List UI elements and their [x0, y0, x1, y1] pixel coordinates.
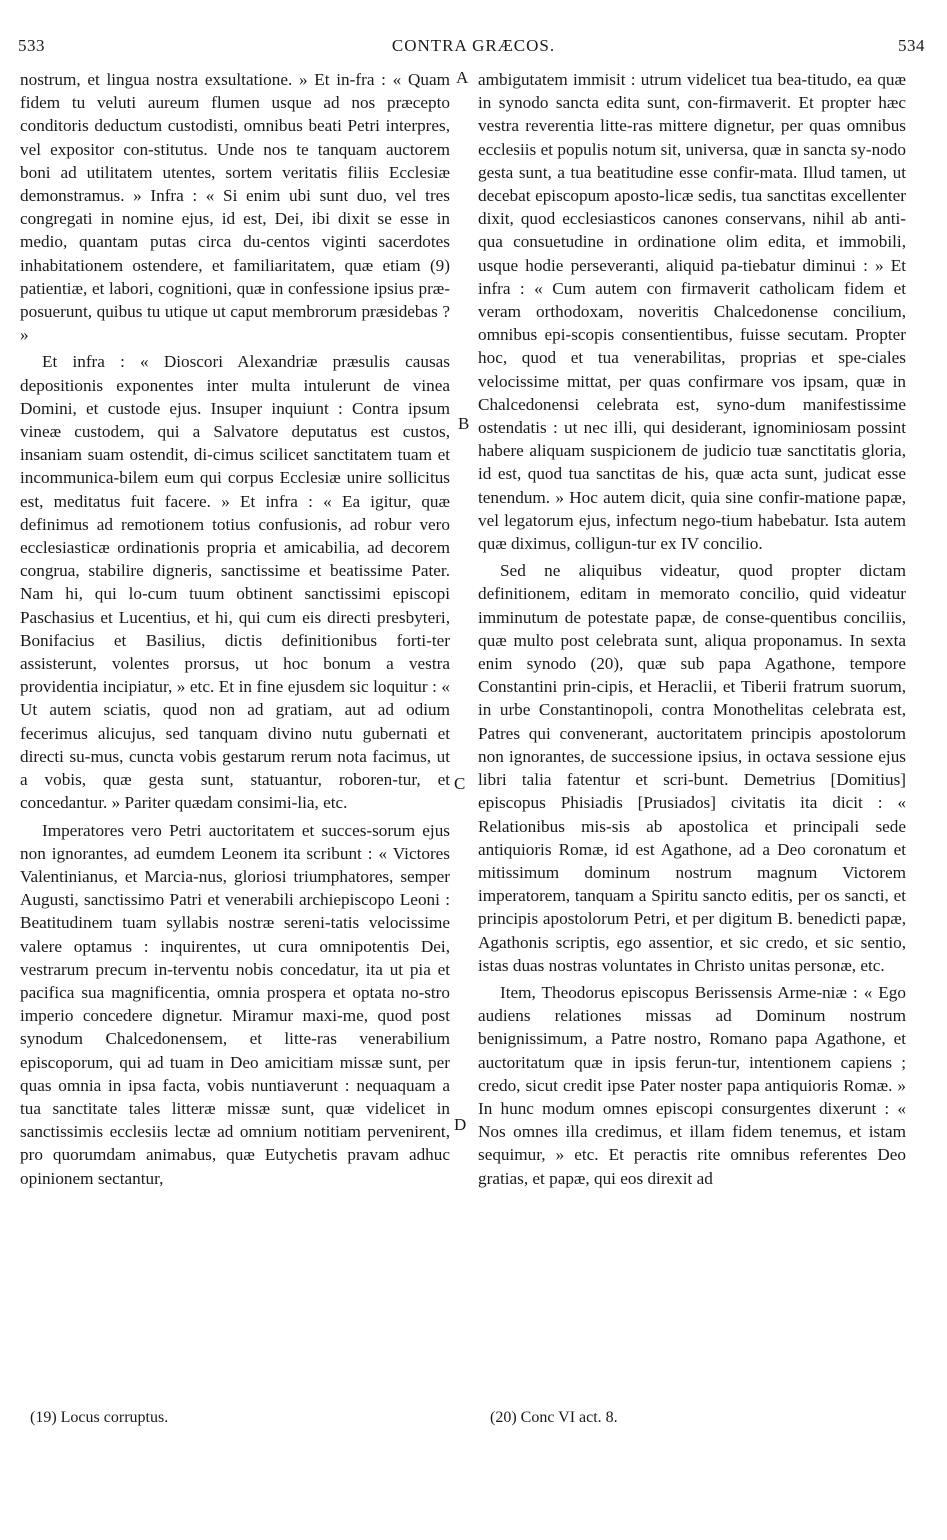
left-paragraph-3: Imperatores vero Petri auctoritatem et succes-sorum ejus non ignorantes, ad eumdem Leonem ita scribunt : « Victores Valentinianus, et Marcia-nus, gloriosi triumphatores, semper Augusti, sanctissimo Patri et venerabili archiepiscopo Leoni : Beatitudinem tuam syllabis nostræ sereni-tatis velocissime valere optamus : inquirentes, ut cura omnipotentis Dei, vestrarum precum in-terventu nobis concedatur, ita ut pia et pacifica sua magnificentia, omnia prospera et optata no-stro imperio concedere dignetur. Miramur maxi-me, quod post synodum Chalcedonensem, et litte-ras venerabilium episcoporum, qui ad tuam in Deo amicitiam missæ sunt, per quas omnia in ipsa facta, vobis nuntiaverunt : nequaquam a tua sanctitate tales litteræ missæ sunt, quæ videlicet in sanctissimis ecclesiis lectæ ad omnium notitiam pervenirent, pro quorumdam animabus, quæ Eutychetis pravam adhuc opinionem sectantur, — [20, 820, 450, 1188]
margin-marker-d: D — [454, 1115, 467, 1134]
page-number-right: 534 — [898, 36, 925, 55]
right-column — [478, 68, 906, 1190]
right-paragraph-3: Item, Theodorus episcopus Berissensis Arme-niæ : « Ego audiens relationes missas ad Dominum nostrum benignissimum, a Patre nostro, Romano papa Agathone, et auctoritatum quæ in ipsis ferun-tur, intentionem capiens ; credo, sicut credit ipse Pater noster papa antiquioris Romæ. » In hunc modum omnes episcopi consurgentes dixerunt : « Nos omnes illa credimus, et illam fidem tenemus, et istam sequimur, » etc. Et peractis rite omnibus referentes Deo gratias, et papæ, qui eos direxit ad — [478, 982, 906, 1188]
running-title: CONTRA GRÆCOS. — [391, 36, 556, 55]
footnote-19: (19) Locus corruptus. — [30, 1409, 169, 1426]
page-number-left: 533 — [18, 36, 45, 55]
left-paragraph-2: Et infra : « Dioscori Alexandriæ præsulis causas depositionis exponentes inter multa intulerunt de vinea Domini, et custode ejus. Insuper inquiunt : Contra ipsum vineæ custodem, qui a Salvatore deputatus est custos, insaniam suam ostendit, di-cimus scilicet sanctitatem tuam et incommunica-bilem eum qui corpus Ecclesiæ unire sollicitus est, meditatus fuit facere. » Et infra : « Ea igitur, quæ definimus ad remotionem totius confusionis, ad robur vero ecclesiasticæ ordinationis propria et amicabilia, ad decorem congrua, stabilire digneris, sanctissime et beatissime Pater. Nam hi, qui lo-cum tuum obtinent sanctissimi episcopi Paschasius et Lucentius, et hi, qui cum eis directi presbyteri, Bonifacius et Basilius, dictis definitionibus forti-ter assisterunt, volentes prorsus, ut hoc bonum a vestra providentia incipiatur, » etc. Et in fine ejusdem sic loquitur : « Ut autem sciatis, quod non ad gratiam, aut ad odium fecerimus alicujus, sed tanquam divino nutu gubernati et directi su-mus, cuncta vobis gestarum rerum nota facimus, ut a vobis, quæ gesta sunt, statuantur, roboren-tur, et concedantur. » Pariter quædam consimi-lia, etc. — [20, 352, 450, 813]
right-paragraph-1: ambigutatem immisit : utrum videlicet tua bea-titudo, ea quæ in synodo sancta edita sunt, con-firmaverit. Et propter hæc vestra reverentia litte-ras mittere dignetur, per quas omnibus ecclesiis et populis notum sit, universa, quæ in sancta sy-nodo gesta sunt, a tua beatitudine esse confir-mata. Illud tamen, ut decebat episcopum aposto-licæ sedis, tua sanctitas excellenter dixit, quod ecclesiasticos canones conservans, nihil ab anti-qua consuetudine in ordinatione olim edita, et immobili, usque hodie perseveranti, aliquid pa-tiebatur diminui : » Et infra : « Cum autem con firmaverit catholicam fidem et veram orthodoxam, noveritis Chalcedonense concilium, omnibus epi-scopis consentientibus, fuisse secutam. Propter hoc, quod et tua venerabilitas, proprias et spe-ciales velocissime mittat, per quas confirmare vos ipsam, quæ in Chalcedonensi celebrata est, syno-dum manifestissime ostendatis : ut nec illi, qui desiderant, ignominiosam possint habere aliquam suspicionem de judicio tuæ sanctitatis gloria, id est, quod tua sanctitas de his, quæ acta sunt, judicat esse tenendum. » Hoc autem dicit, quia sine confir-matione papæ, vel legatorum ejus, infectum nego-tium habebatur. Ista autem quæ diximus, colligun-tur ex IV concilio. — [478, 70, 906, 554]
left-column — [20, 68, 450, 1190]
margin-marker-c: C — [454, 774, 466, 793]
footnote-20: (20) Conc VI act. 8. — [490, 1409, 618, 1426]
page-header — [0, 36, 947, 64]
left-paragraph-1: nostrum, et lingua nostra exsultatione. » Et in-fra : « Quam fidem tu veluti aureum flumen usque ad nos præcepto conditoris deductum custodisti, omnibus beati Petri interpres, vel expositor con-stitutus. Unde nos te tanquam auctorem boni ad utilitatem utentes, sortem veritatis filiis Ecclesiæ demonstramus. » Infra : « Si enim ubi sunt duo, vel tres congregati in nomine ejus, id est, Dei, ibi dixit se esse in medio, quantam putas circa du-centos viginti sacerdotes inhabitationem ostendere, et familiaritatem, quæ etiam (9) patientiæ, et labori, cognitioni, quæ in confessione ipsius præ-posuerunt, quibus tu utique ut caput membrorum præsidebas ? » — [20, 70, 450, 345]
right-paragraph-2: Sed ne aliquibus videatur, quod propter dictam definitionem, editam in memorato concilio, quid videatur imminutum de potestate papæ, de conse-quentibus conciliis, quæ multo post celebrata sunt, aliqua proponamus. In sexta enim synodo (20), quæ sub papa Agathone, tempore Constantini prin-cipis, et Heraclii, et Tiberii fratrum suorum, in urbe Constantinopoli, contra Monothelitas celebrata est, Patres qui convenerant, auctoritatem principis apostolorum non ignorantes, de successione ipsius, in octava sessione ejus libri talia fatentur et scri-bunt. Demetrius [Domitius] episcopus Phisiadis [Prusiados] civitatis ita dicit : « Relationibus mis-sis ab apostolica et principali sede antiquioris Romæ, id est Agathone, ad a Deo coronatum et mitissimum dominum nostrum magnum Victorem imperatorem, tanquam a Spiritu sancto editis, per os sancti, et principis apostolorum Petri, et per digitum B. benedicti papæ, Agathonis scriptis, ego assentior, et sic credo, et sic sentio, istas duas nostras voluntates in Christo unitas personæ, etc. — [478, 561, 906, 975]
margin-marker-b: B — [458, 414, 470, 433]
margin-marker-a: A — [456, 68, 469, 87]
